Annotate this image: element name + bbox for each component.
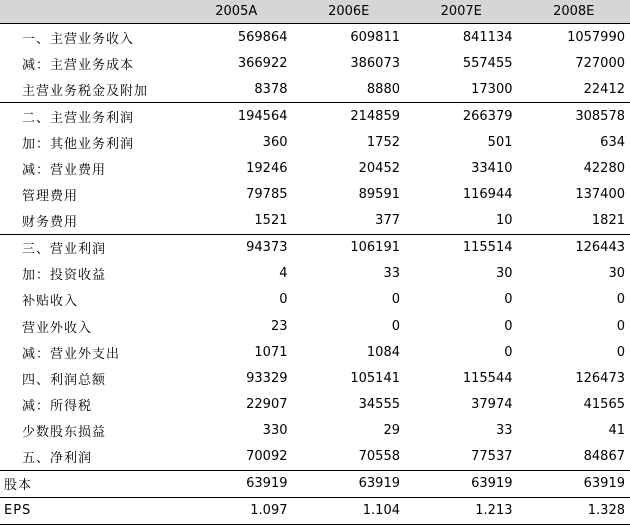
row-label: 主营业务税金及附加 xyxy=(22,83,149,99)
cell-value: 115544 xyxy=(462,370,513,386)
cell-value: 386073 xyxy=(350,55,400,71)
cell-value: 63919 xyxy=(518,470,630,497)
cell-value: 727000 xyxy=(575,55,625,71)
cell-value: 266379 xyxy=(405,103,518,130)
cell-value: 30 xyxy=(608,266,625,282)
cell-value: 94373 xyxy=(180,234,293,261)
cell-value: 41565 xyxy=(583,396,625,412)
cell-value: 33 xyxy=(383,266,400,282)
cell-value: 360 xyxy=(262,134,288,150)
cell-value: 115514 xyxy=(405,234,518,261)
row-label: 减：所得税 xyxy=(22,398,93,414)
row-label: 财务费用 xyxy=(22,215,79,231)
header-2007e: 2007E xyxy=(405,0,518,24)
table-row xyxy=(0,24,630,51)
cell-value: 63919 xyxy=(405,470,518,497)
cell-value: 22907 xyxy=(246,396,288,412)
cell-value: 10 xyxy=(495,213,513,229)
row-label: EPS xyxy=(0,497,180,524)
table-row xyxy=(0,155,630,181)
cell-value: 366922 xyxy=(237,55,288,71)
cell-value: 126443 xyxy=(518,234,630,261)
row-label: 少数股东损益 xyxy=(22,424,107,440)
table-row xyxy=(0,287,630,313)
cell-value: 501 xyxy=(487,134,513,150)
cell-value: 17300 xyxy=(471,81,513,97)
cell-value: 194564 xyxy=(180,103,293,130)
cell-value: 377 xyxy=(375,213,400,229)
cell-value: 841134 xyxy=(462,29,513,45)
row-label: 二、主营业务利润 xyxy=(0,103,180,130)
header-2006e: 2006E xyxy=(293,0,406,24)
cell-value: 33410 xyxy=(471,161,513,177)
header-2005a: 2005A xyxy=(180,0,293,24)
table-row xyxy=(0,129,630,155)
cell-value: 1.097 xyxy=(180,497,293,524)
row-label: 三、营业利润 xyxy=(0,234,180,261)
table-row xyxy=(0,103,630,130)
row-label: 五、净利润 xyxy=(22,451,93,467)
row-label: 补贴收入 xyxy=(22,294,79,310)
cell-value: 42280 xyxy=(583,161,625,177)
cell-value: 634 xyxy=(600,134,625,150)
table-row xyxy=(0,261,630,287)
cell-value: 70092 xyxy=(246,449,288,465)
cell-value: 569864 xyxy=(237,29,288,45)
cell-value: 0 xyxy=(391,318,400,334)
cell-value: 0 xyxy=(504,292,513,308)
table-row xyxy=(0,313,630,339)
cell-value: 84867 xyxy=(583,449,625,465)
table-row xyxy=(0,470,630,497)
cell-value: 41 xyxy=(608,422,625,438)
cell-value: 29 xyxy=(383,422,400,438)
cell-value: 0 xyxy=(391,292,400,308)
cell-value: 126473 xyxy=(575,370,625,386)
table-row xyxy=(0,391,630,417)
cell-value: 1057990 xyxy=(567,29,625,45)
cell-value: 0 xyxy=(616,318,625,334)
cell-value: 1821 xyxy=(591,213,625,229)
table-row xyxy=(0,208,630,235)
cell-value: 93329 xyxy=(246,370,288,386)
table-row xyxy=(0,417,630,443)
cell-value: 89591 xyxy=(358,187,400,203)
cell-value: 63919 xyxy=(180,470,293,497)
cell-value: 63919 xyxy=(293,470,406,497)
cell-value: 70558 xyxy=(358,449,400,465)
cell-value: 0 xyxy=(616,344,625,360)
row-label: 一、主营业务收入 xyxy=(22,31,135,47)
table-row xyxy=(0,497,630,524)
cell-value: 33 xyxy=(495,422,513,438)
cell-value: 0 xyxy=(279,292,288,308)
cell-value: 609811 xyxy=(350,29,400,45)
row-label: 加：其他业务利润 xyxy=(22,136,135,152)
cell-value: 557455 xyxy=(462,55,513,71)
cell-value: 330 xyxy=(262,422,288,438)
row-label: 减：营业费用 xyxy=(22,163,107,179)
cell-value: 0 xyxy=(504,318,513,334)
cell-value: 22412 xyxy=(583,81,625,97)
row-label: 加：投资收益 xyxy=(22,268,107,284)
header-row xyxy=(0,0,630,24)
table-row xyxy=(0,234,630,261)
table-row xyxy=(0,76,630,103)
cell-value: 79785 xyxy=(246,187,288,203)
row-label: 股本 xyxy=(0,470,180,497)
header-2008e: 2008E xyxy=(518,0,630,24)
table-row xyxy=(0,365,630,391)
cell-value: 8378 xyxy=(254,81,288,97)
cell-value: 4 xyxy=(279,266,288,282)
cell-value: 34555 xyxy=(358,396,400,412)
cell-value: 0 xyxy=(504,344,513,360)
row-label: 减：主营业务成本 xyxy=(22,57,135,73)
cell-value: 20452 xyxy=(358,161,400,177)
cell-value: 308578 xyxy=(518,103,630,130)
table-row xyxy=(0,444,630,471)
row-label: 四、利润总额 xyxy=(22,372,107,388)
cell-value: 1084 xyxy=(366,344,400,360)
table-row xyxy=(0,339,630,365)
row-label: 营业外收入 xyxy=(22,320,93,336)
row-label: 管理费用 xyxy=(22,189,79,205)
cell-value: 0 xyxy=(616,292,625,308)
cell-value: 1.104 xyxy=(293,497,406,524)
cell-value: 19246 xyxy=(246,161,288,177)
cell-value: 30 xyxy=(495,266,513,282)
cell-value: 1071 xyxy=(254,344,288,360)
cell-value: 214859 xyxy=(293,103,406,130)
cell-value: 106191 xyxy=(293,234,406,261)
cell-value: 1752 xyxy=(366,134,400,150)
table-row xyxy=(0,50,630,76)
table-row xyxy=(0,182,630,208)
row-label: 减：营业外支出 xyxy=(22,346,121,362)
cell-value: 23 xyxy=(270,318,288,334)
cell-value: 137400 xyxy=(575,187,625,203)
cell-value: 116944 xyxy=(462,187,513,203)
cell-value: 1521 xyxy=(254,213,288,229)
header-label-cell xyxy=(0,0,180,24)
cell-value: 105141 xyxy=(350,370,400,386)
cell-value: 8880 xyxy=(366,81,400,97)
cell-value: 1.328 xyxy=(518,497,630,524)
cell-value: 1.213 xyxy=(405,497,518,524)
cell-value: 77537 xyxy=(471,449,513,465)
cell-value: 37974 xyxy=(471,396,513,412)
